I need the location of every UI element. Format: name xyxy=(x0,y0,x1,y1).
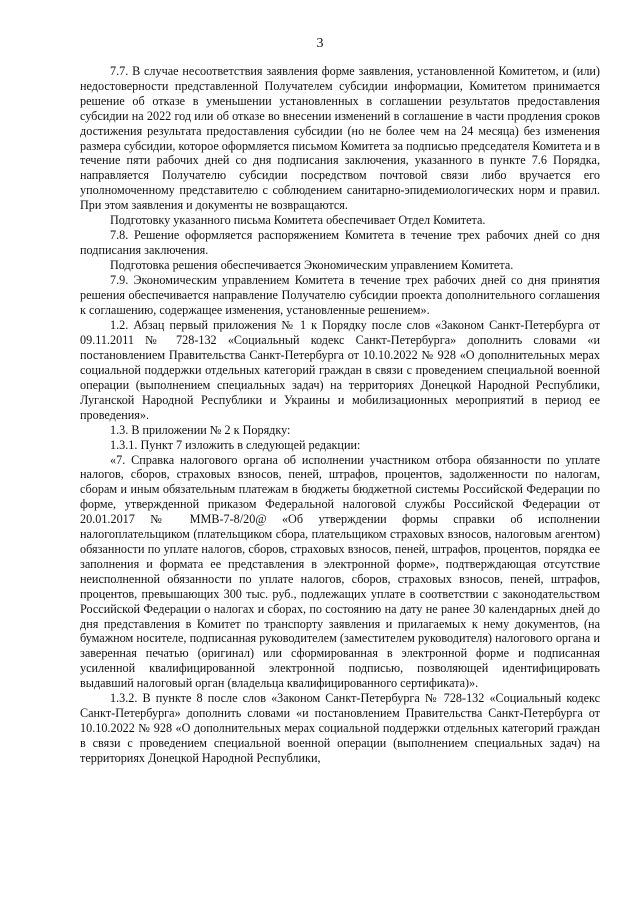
paragraph-7-9: 7.9. Экономическим управлением Комитета в течение трех рабочих дней со дня принятия решения обеспечивается направление Получателю субсидии проекта дополнительного соглашения к соглашению, содержащее изменения, установленные решением». xyxy=(80,272,600,317)
paragraph-item-7: «7. Справка налогового органа об исполнении участником отбора обязанности по уплате налогов, сборов, страховых взносов, пеней, штрафов, процентов, задолженности по налогам, сборам и иным обязательным платежам в бюджеты бюджетной системы Российской Федерации по форме, утвержденной приказом Федеральной налоговой службы Российской Федерации от 20.01.2017 № ММВ-7-8/20@ «Об утверждении формы справки об исполнении налогоплательщиком (плательщиком сбора, плательщиком страховых взносов, налоговым агентом) обязанности по уплате налогов, сборов, страховых взносов, пеней, штрафов, процентов, порядка ее заполнения и формата ее представления в электронной форме», подтверждающая отсутствие неисполненной обязанности по уплате налогов, сборов, страховых взносов, пеней, штрафов, процентов, превышающих 300 тыс. руб., подлежащих уплате в соответствии с законодательством Российской Федерации о налогах и сборах, по состоянию на дату не ранее 30 календарных дней до дня представления в Комитет по транспорту заявления и прилагаемых к нему документов, (на бумажном носителе, подписанная руководителем (заместителем руководителя) налогового органа и заверенная печатью (оригинал) или сформированная в электронной форме и подписанная усиленной квалифицированной электронной подписью, позволяющей идентифицировать выдавший налоговый орган (владельца квалифицированного сертификата)». xyxy=(80,452,600,691)
paragraph-letter-preparation: Подготовку указанного письма Комитета обеспечивает Отдел Комитета. xyxy=(110,213,486,228)
paragraph-1-2: 1.2. Абзац первый приложения № 1 к Порядку после слов «Законом Санкт-Петербурга от 09.11.2011 № 728-132 «Социальный кодекс Санкт-Петербурга» дополнить словами «и постановлением Правительства Санкт-Петербурга от 10.10.2022 № 928 «О дополнительных мерах социальной поддержки отдельных категорий граждан в связи с проведением специальной военной операции (выполнением специальных задач) на территориях Донецкой Народной Республики, Луганской Народной Республики и Украины и мобилизационных мероприятий в период ее проведения». xyxy=(80,318,600,422)
paragraph-1-3-2: 1.3.2. В пункте 8 после слов «Законом Санкт-Петербурга № 728-132 «Социальный кодекс Санкт-Петербурга» дополнить словами «и постановлением Правительства Санкт-Петербурга от 10.10.2022 № 928 «О дополнительных мерах социальной поддержки отдельных категорий граждан в связи с проведением специальной военной операции (выполнением специальных задач) на территориях Донецкой Народной Республики, xyxy=(80,691,600,765)
paragraph-1-3: 1.3. В приложении № 2 к Порядку: xyxy=(110,422,291,437)
page-number: 3 xyxy=(316,36,324,51)
paragraph-decision-preparation: Подготовка решения обеспечивается Экономическим управлением Комитета. xyxy=(110,257,514,272)
paragraph-7-8: 7.8. Решение оформляется распоряжением Комитета в течение трех рабочих дней со дня подписания заключения. xyxy=(80,227,600,257)
paragraph-1-3-1: 1.3.1. Пункт 7 изложить в следующей редакции: xyxy=(110,437,361,452)
document-body xyxy=(80,64,600,766)
paragraph-7-7: 7.7. В случае несоответствия заявления форме заявления, установленной Комитетом, и (или) недостоверности представленной Получателем субсидии информации, Комитетом принимается решение об отказе в уменьшении установленных в соглашении результатов предоставления субсидии на 2022 год или об отказе во внесении изменений в соглашение в части продления сроков достижения результата предоставления субсидии (но не более чем на 24 месяца) без изменения размера субсидии, которое оформляется письмом Комитета за подписью председателя Комитета и в течение пяти рабочих дней со дня подписания заключения, указанного в пункте 7.6 Порядка, направляется Получателю субсидии посредством почтовой связи либо вручается его уполномоченному представителю с соблюдением санитарно-эпидемиологических норм и правил. При этом заявления и документы не возвращаются. xyxy=(80,64,600,213)
